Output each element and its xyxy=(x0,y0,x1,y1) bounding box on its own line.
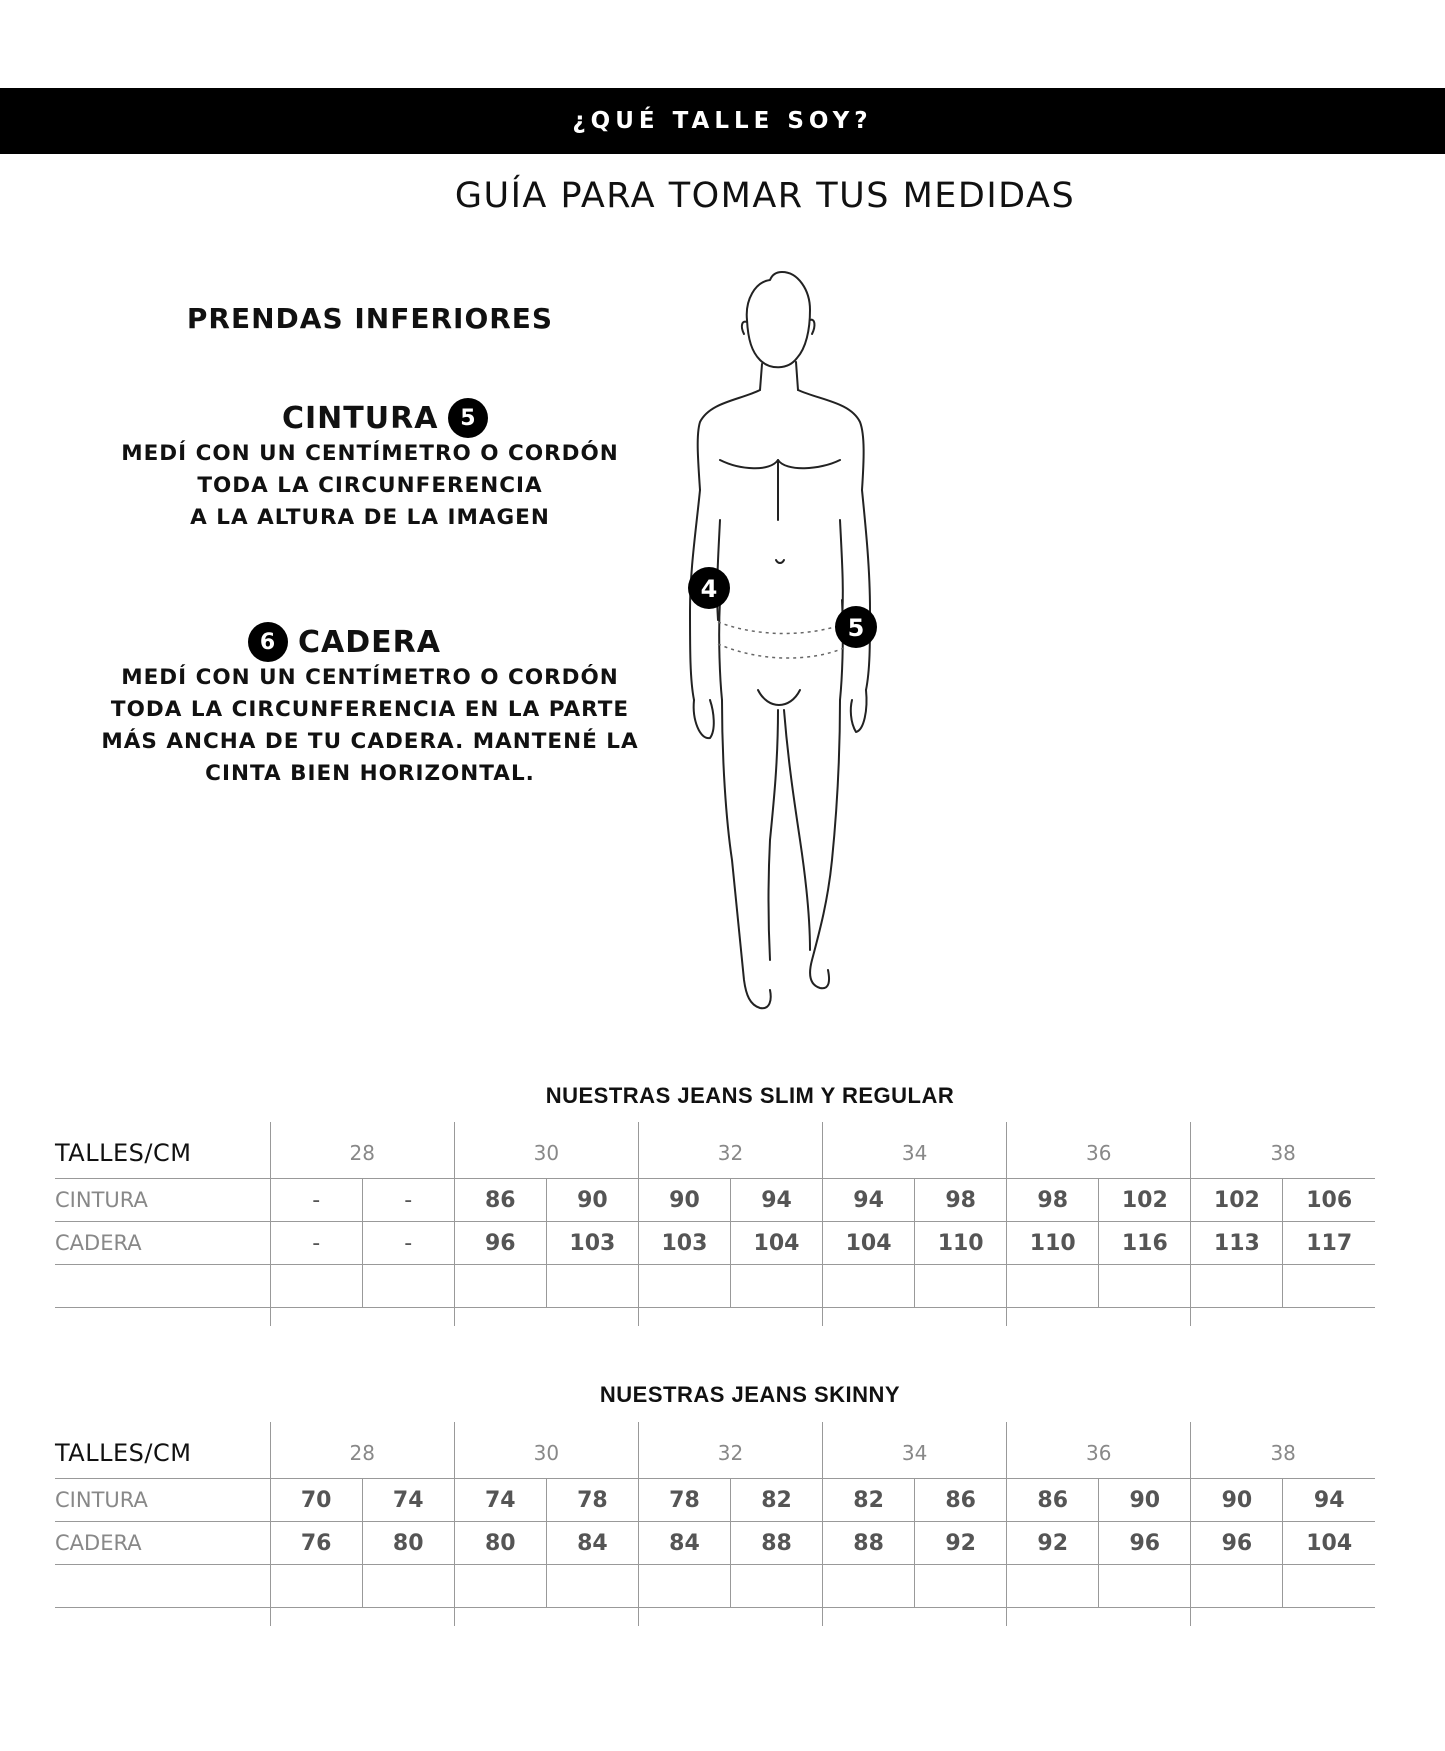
table-cell: 80 xyxy=(454,1522,546,1565)
hip-number-badge: 6 xyxy=(248,622,288,662)
table-cell: 94 xyxy=(730,1179,822,1222)
row-label: CINTURA xyxy=(55,1479,270,1522)
hip-line: MEDÍ CON UN CENTÍMETRO O CORDÓN xyxy=(121,665,619,690)
size-header: 34 xyxy=(823,1122,1007,1179)
table-cell: 104 xyxy=(730,1222,822,1265)
blank-row xyxy=(55,1565,1375,1608)
table-cell: 103 xyxy=(638,1222,730,1265)
table-cell: 80 xyxy=(362,1522,454,1565)
table-header-row xyxy=(55,1422,1375,1479)
row-label: CADERA xyxy=(55,1222,270,1265)
hip-instructions xyxy=(60,662,680,790)
waist-heading xyxy=(282,398,488,438)
table-cell: 96 xyxy=(1099,1522,1191,1565)
size-header: 34 xyxy=(823,1422,1007,1479)
header-label: TALLES/CM xyxy=(55,1439,192,1467)
section-title: PRENDAS INFERIORES xyxy=(186,302,554,335)
table-row xyxy=(55,1479,1375,1522)
table-cell: 113 xyxy=(1191,1222,1283,1265)
table-cell: 104 xyxy=(1283,1522,1375,1565)
table-cell: 96 xyxy=(1191,1522,1283,1565)
waist-instructions xyxy=(60,438,680,534)
table-cell: - xyxy=(270,1222,362,1265)
size-header: 32 xyxy=(638,1422,822,1479)
waist-number-badge: 5 xyxy=(448,398,488,438)
table-cell: 96 xyxy=(454,1222,546,1265)
body-figure-illustration xyxy=(660,260,920,1020)
size-header: 30 xyxy=(454,1122,638,1179)
size-header: 32 xyxy=(638,1122,822,1179)
waist-line: MEDÍ CON UN CENTÍMETRO O CORDÓN xyxy=(121,441,619,466)
table-cell: 90 xyxy=(546,1179,638,1222)
table-cell: 117 xyxy=(1283,1222,1375,1265)
table-cell: 82 xyxy=(730,1479,822,1522)
table-cell: 78 xyxy=(546,1479,638,1522)
table-cell: 103 xyxy=(546,1222,638,1265)
tail-row xyxy=(55,1608,1375,1627)
blank-row xyxy=(55,1265,1375,1308)
size-table-slim-regular xyxy=(55,1122,1375,1326)
table-cell: 104 xyxy=(823,1222,915,1265)
page-banner xyxy=(0,88,1445,154)
size-header: 36 xyxy=(1007,1422,1191,1479)
table-cell: 74 xyxy=(454,1479,546,1522)
size-header: 28 xyxy=(270,1422,454,1479)
table-cell: 90 xyxy=(1191,1479,1283,1522)
table-cell: 110 xyxy=(1007,1222,1099,1265)
table-cell: 86 xyxy=(1007,1479,1099,1522)
table-cell: 86 xyxy=(454,1179,546,1222)
table-title-skinny: NUESTRAS JEANS SKINNY xyxy=(599,1382,901,1407)
table-cell: 90 xyxy=(1099,1479,1191,1522)
table-header-row xyxy=(55,1122,1375,1179)
size-header: 36 xyxy=(1007,1122,1191,1179)
table-cell: 78 xyxy=(638,1479,730,1522)
waist-line: A LA ALTURA DE LA IMAGEN xyxy=(190,505,550,530)
hip-line: CINTA BIEN HORIZONTAL. xyxy=(205,761,535,786)
waist-line: TODA LA CIRCUNFERENCIA xyxy=(197,473,543,498)
table-cell: - xyxy=(362,1222,454,1265)
guide-title: GUÍA PARA TOMAR TUS MEDIDAS xyxy=(454,176,1076,216)
table-title-slim-regular: NUESTRAS JEANS SLIM Y REGULAR xyxy=(545,1083,955,1108)
table-row xyxy=(55,1522,1375,1565)
table-cell: 102 xyxy=(1191,1179,1283,1222)
size-header: 38 xyxy=(1191,1422,1375,1479)
table-row xyxy=(55,1179,1375,1222)
table-cell: 94 xyxy=(823,1179,915,1222)
table-cell: 76 xyxy=(270,1522,362,1565)
hip-label: CADERA xyxy=(298,624,441,660)
table-cell: 70 xyxy=(270,1479,362,1522)
table-row xyxy=(55,1222,1375,1265)
size-header: 30 xyxy=(454,1422,638,1479)
hip-line: TODA LA CIRCUNFERENCIA EN LA PARTE xyxy=(110,697,630,722)
table-cell: 106 xyxy=(1283,1179,1375,1222)
hip-heading xyxy=(248,622,441,662)
table-cell: 98 xyxy=(915,1179,1007,1222)
table-cell: 102 xyxy=(1099,1179,1191,1222)
table-cell: 110 xyxy=(915,1222,1007,1265)
table-cell: 84 xyxy=(638,1522,730,1565)
hip-line: MÁS ANCHA DE TU CADERA. MANTENÉ LA xyxy=(101,729,639,754)
table-cell: 94 xyxy=(1283,1479,1375,1522)
size-header: 28 xyxy=(270,1122,454,1179)
header-label: TALLES/CM xyxy=(55,1139,192,1167)
table-cell: 86 xyxy=(915,1479,1007,1522)
table-cell: - xyxy=(362,1179,454,1222)
row-label: CADERA xyxy=(55,1522,270,1565)
table-cell: 82 xyxy=(823,1479,915,1522)
row-label: CINTURA xyxy=(55,1179,270,1222)
table-cell: 88 xyxy=(730,1522,822,1565)
table-cell: 92 xyxy=(1007,1522,1099,1565)
table-cell: 98 xyxy=(1007,1179,1099,1222)
table-cell: 90 xyxy=(638,1179,730,1222)
tail-row xyxy=(55,1308,1375,1327)
table-cell: 74 xyxy=(362,1479,454,1522)
table-cell: 88 xyxy=(823,1522,915,1565)
table-cell: 116 xyxy=(1099,1222,1191,1265)
table-cell: 84 xyxy=(546,1522,638,1565)
size-table-skinny xyxy=(55,1422,1375,1626)
figure-marker-4: 4 xyxy=(700,575,718,603)
waist-label: CINTURA xyxy=(282,400,439,436)
table-cell: 92 xyxy=(915,1522,1007,1565)
table-cell: - xyxy=(270,1179,362,1222)
size-header: 38 xyxy=(1191,1122,1375,1179)
banner-title: ¿QUÉ TALLE SOY? xyxy=(572,108,873,134)
figure-marker-5: 5 xyxy=(847,614,865,642)
